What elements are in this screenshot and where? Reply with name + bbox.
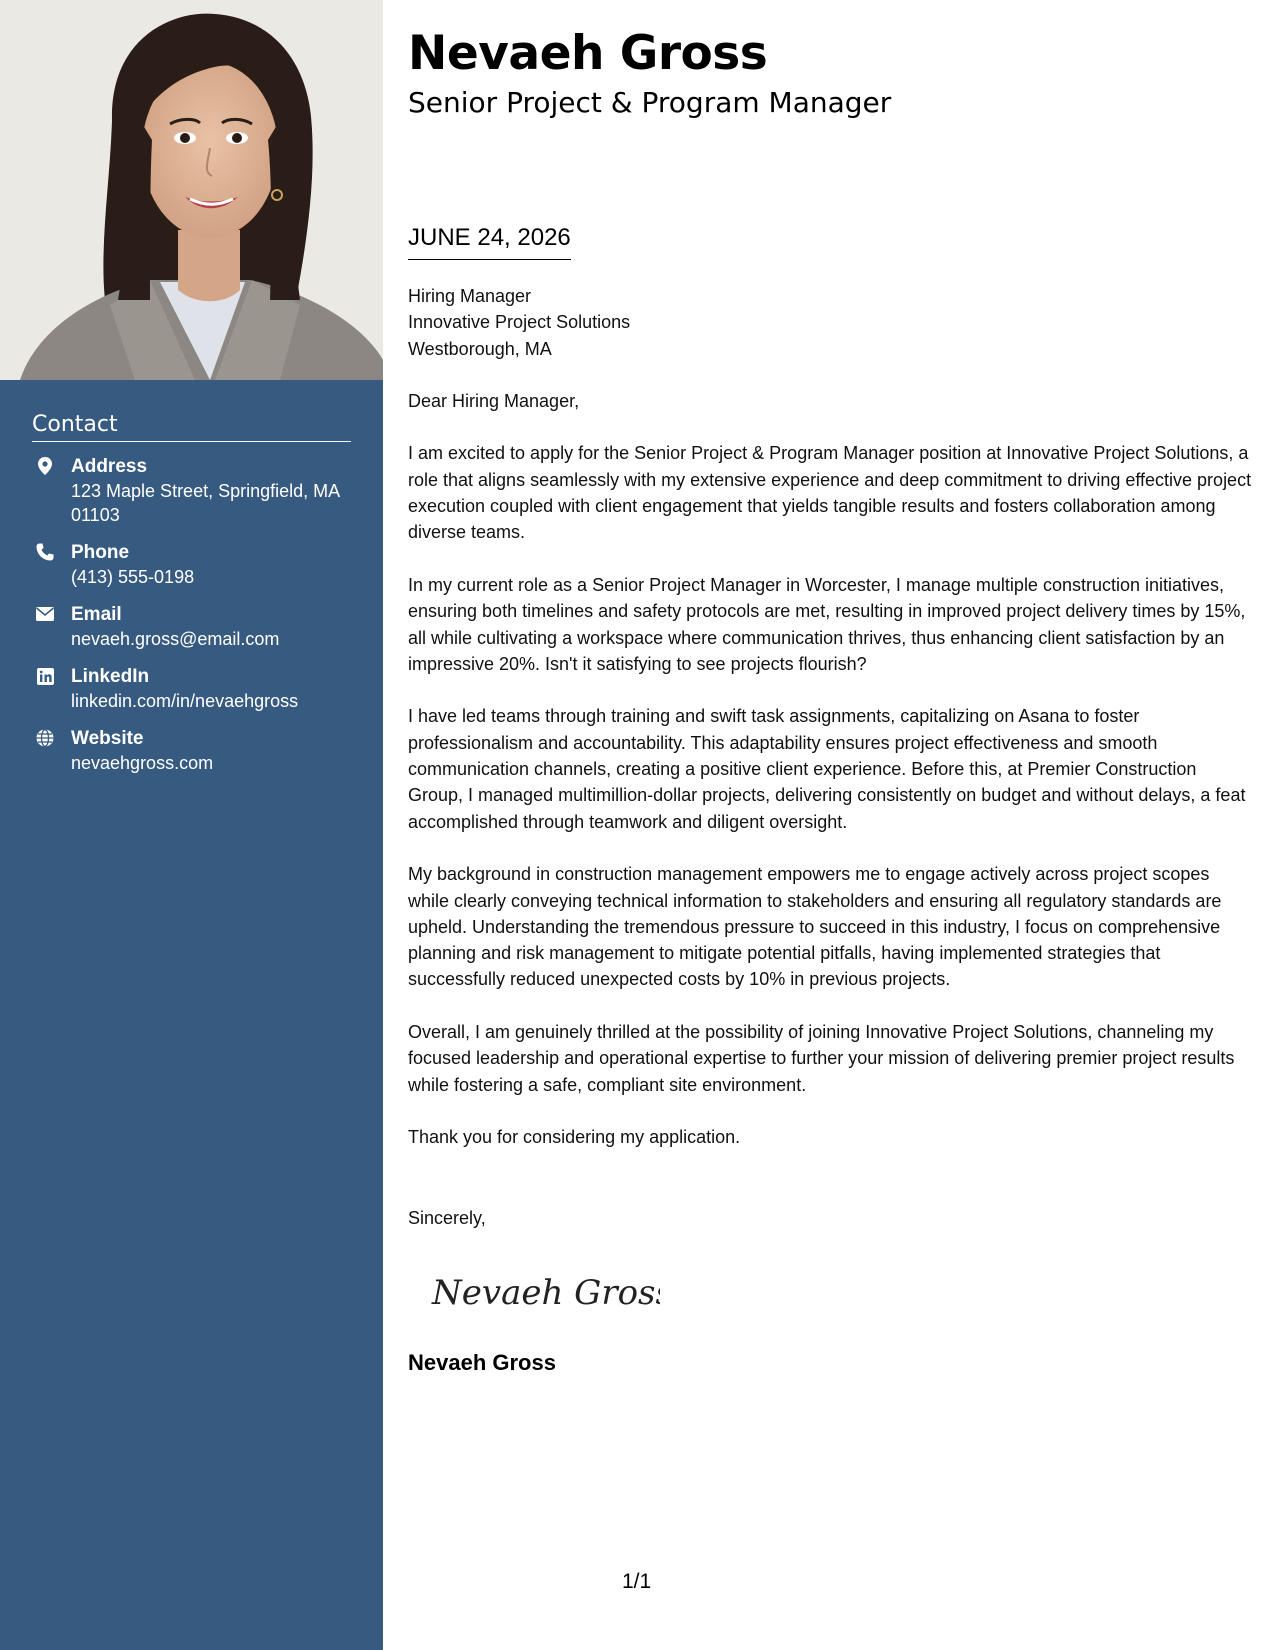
- signature-drawing: [430, 1262, 660, 1322]
- address-value: 123 Maple Street, Springfield, MA 01103: [71, 481, 340, 525]
- page-number: 1/1: [622, 1570, 652, 1593]
- paragraph: I am excited to apply for the Senior Project & Program Manager position at Innovative Project Solutions, a role that aligns seamlessly with my extensive experience and deep commitment to driving effective project execution coupled with client engagement that yields tangible results and fosters collaboration among diverse teams.: [408, 443, 1252, 543]
- letter-date: JUNE 24, 2026: [408, 224, 571, 260]
- contact-address: [32, 454, 351, 527]
- letter-body: [408, 283, 1253, 1177]
- portrait-illustration: [0, 0, 383, 380]
- email-value: nevaeh.gross@email.com: [71, 629, 280, 649]
- linkedin-icon: [36, 667, 54, 685]
- recipient-address: [408, 283, 1253, 362]
- contact-linkedin: [32, 664, 351, 713]
- contact-section: [32, 412, 351, 788]
- signer-name: Nevaeh Gross: [408, 1350, 556, 1375]
- applicant-title: Senior Project & Program Manager: [408, 86, 892, 119]
- paragraph: In my current role as a Senior Project Manager in Worcester, I manage multiple construction initiatives, ensuring both timelines and safety protocols are met, resulting in improved project delivery times by 15%, all while cultivating a workspace where communication thrives, thus enhancing client satisfaction by an impressive 20%. Isn't it satisfying to see projects flourish?: [408, 574, 1246, 674]
- recipient-location: Westborough, MA: [408, 338, 552, 359]
- closing: Sincerely,: [408, 1208, 486, 1228]
- paragraph: Overall, I am genuinely thrilled at the possibility of joining Innovative Project Solutions, channeling my focused leadership and operational expertise to further your mission of delivering premier project results while fostering a safe, compliant site environment.: [408, 1022, 1235, 1095]
- contact-email: [32, 602, 351, 651]
- recipient-company: Innovative Project Solutions: [408, 312, 631, 333]
- profile-photo: [0, 0, 383, 380]
- sidebar: [0, 0, 383, 1650]
- paragraph: Thank you for considering my application.: [408, 1127, 741, 1148]
- phone-icon: [36, 543, 54, 561]
- signature-text: Nevaeh Gross: [432, 1273, 660, 1313]
- website-label: Website: [71, 728, 144, 749]
- map-pin-icon: [36, 457, 54, 475]
- paragraph: My background in construction management empowers me to engage actively across project scopes while clearly conveying technical information to stakeholders and ensuring all regulatory standards are upheld. Understanding the tremendous pressure to succeed in this industry, I focus on comprehensive planning and risk management to mitigate potential pitfalls, having implemented strategies that successfully reduced unexpected costs by 10% in previous projects.: [408, 864, 1222, 990]
- phone-label: Phone: [71, 542, 130, 563]
- applicant-name: Nevaeh Gross: [408, 26, 768, 81]
- contact-website: [32, 726, 351, 775]
- envelope-icon: [36, 605, 54, 623]
- contact-phone: [32, 540, 351, 589]
- address-label: Address: [71, 456, 148, 477]
- email-label: Email: [71, 604, 122, 625]
- contact-heading: Contact: [32, 412, 351, 442]
- recipient-line: Hiring Manager: [408, 286, 532, 306]
- website-value[interactable]: nevaehgross.com: [71, 753, 214, 773]
- salutation: Dear Hiring Manager,: [408, 390, 580, 411]
- paragraph: I have led teams through training and swift task assignments, capitalizing on Asana to foster professionalism and accountability. This adaptability ensures project effectiveness and smooth communication channels, creating a positive client experience. Before this, at Premier Construction Group, I managed multimillion-dollar projects, delivering consistently on budget and without delays, a feat accomplished through teamwork and diligent oversight.: [408, 706, 1246, 832]
- linkedin-label: LinkedIn: [71, 666, 150, 687]
- signature: [430, 1262, 660, 1327]
- globe-icon: [36, 729, 54, 747]
- linkedin-value[interactable]: linkedin.com/in/nevaehgross: [71, 691, 299, 711]
- phone-value: (413) 555-0198: [71, 567, 195, 587]
